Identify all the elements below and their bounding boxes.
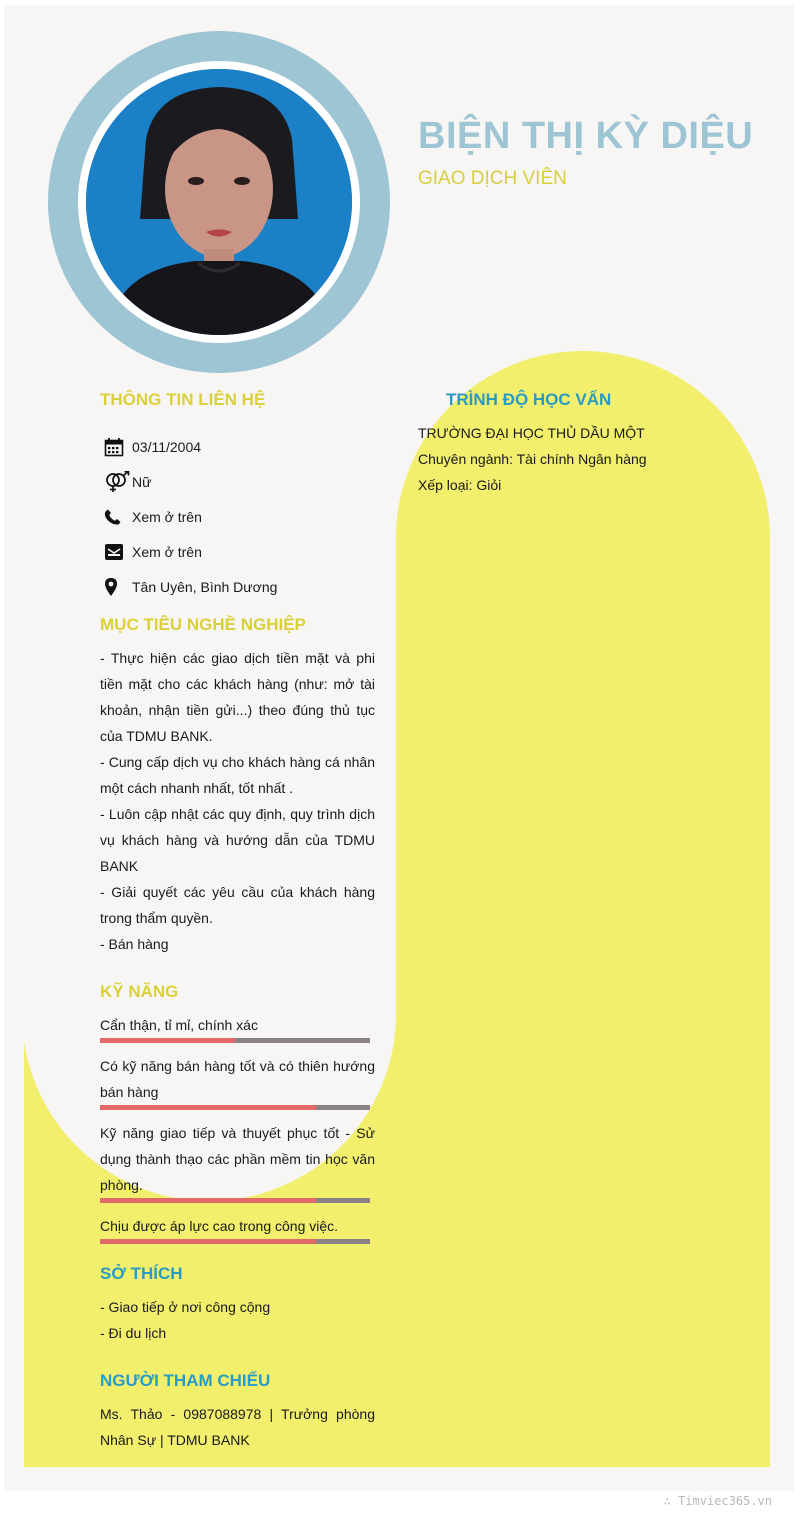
hobbies-list (100, 1294, 270, 1346)
objective-line: - Luôn cập nhật các quy định, quy trình dịch vụ khách hàng và hướng dẫn của TDMU BANK (100, 806, 375, 874)
job-title: GIAO DỊCH VIÊN (418, 168, 567, 189)
contact-address (102, 575, 277, 599)
objective-text (100, 645, 375, 957)
education-school: TRƯỜNG ĐẠI HỌC THỦ DẦU MỘT (418, 425, 645, 441)
email-icon (102, 543, 132, 561)
gender-icon (102, 471, 132, 493)
objective-line: - Thực hiện các giao dịch tiền mặt và phi tiền mặt cho các khách hàng (như: mở tài khoản, nhận tiền gửi...) theo đúng thủ tục của TDMU BANK. (100, 650, 375, 744)
skill-label: Kỹ năng giao tiếp và thuyết phục tốt - Sử dụng thành thạo các phần mềm tin học văn phòng. (100, 1125, 375, 1193)
education-grade: Xếp loại: Giỏi (418, 477, 502, 493)
skill-bar-fill (100, 1038, 235, 1043)
hobby-item: - Giao tiếp ở nơi công cộng (100, 1299, 271, 1315)
education-heading: TRÌNH ĐỘ HỌC VẤN (446, 390, 612, 409)
references-heading: NGƯỜI THAM CHIẾU (100, 1371, 271, 1390)
skill-label: Cẩn thận, tỉ mỉ, chính xác (100, 1017, 258, 1033)
skill-bar-fill (100, 1239, 316, 1244)
hobbies-heading: SỞ THÍCH (100, 1264, 183, 1283)
contact-phone (102, 505, 202, 529)
gender-value: Nữ (132, 474, 152, 490)
hobby-item: - Đi du lịch (100, 1325, 167, 1341)
yellow-arch-shape (396, 351, 770, 1467)
avatar (86, 69, 352, 335)
skill-label: Chịu được áp lực cao trong công việc. (100, 1218, 339, 1234)
skill-bar (100, 1038, 370, 1043)
contact-email (102, 540, 202, 564)
phone-value: Xem ở trên (132, 509, 202, 525)
education-major: Chuyên ngành: Tài chính Ngân hàng (418, 451, 647, 467)
skill-bar (100, 1239, 370, 1244)
location-icon (102, 577, 132, 597)
skill-label: Có kỹ năng bán hàng tốt và có thiên hướng bán hàng (100, 1058, 375, 1100)
skills-heading: KỸ NĂNG (100, 982, 179, 1001)
email-value: Xem ở trên (132, 544, 202, 560)
calendar-icon (102, 437, 132, 457)
birthday-value: 03/11/2004 (132, 439, 202, 455)
address-value: Tân Uyên, Bình Dương (132, 579, 278, 595)
phone-icon (102, 508, 132, 526)
candidate-name: BIỆN THỊ KỲ DIỆU (418, 115, 754, 157)
contact-heading: THÔNG TIN LIÊN HỆ (100, 390, 266, 409)
skill-bar-fill (100, 1198, 316, 1203)
cv-page (4, 5, 794, 1491)
skill-bar (100, 1105, 370, 1110)
watermark: ∴ Timviec365.vn (663, 1494, 772, 1508)
references-text: Ms. Thảo - 0987088978 | Trưởng phòng Nhân Sự | TDMU BANK (100, 1406, 375, 1448)
contact-gender (102, 470, 151, 494)
objective-line: - Giải quyết các yêu cầu của khách hàng trong thẩm quyền. (100, 884, 375, 926)
contact-birthday (102, 435, 201, 459)
objective-heading: MỤC TIÊU NGHỀ NGHIỆP (100, 615, 306, 634)
objective-line: - Cung cấp dịch vụ cho khách hàng cá nhân một cách nhanh nhất, tốt nhất . (100, 754, 375, 796)
education-details (418, 420, 647, 498)
objective-line: - Bán hàng (100, 936, 169, 952)
skill-bar-fill (100, 1105, 316, 1110)
skill-bar (100, 1198, 370, 1203)
